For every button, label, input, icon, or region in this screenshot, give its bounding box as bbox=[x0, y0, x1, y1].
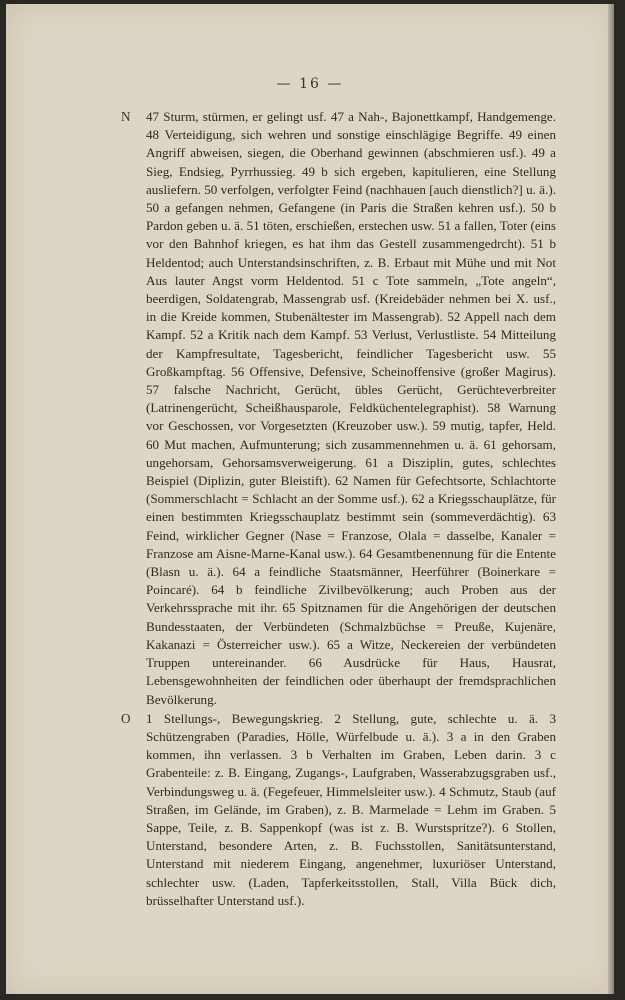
section-letter: N bbox=[121, 109, 131, 124]
page-body bbox=[121, 108, 556, 911]
section-letter: O bbox=[121, 710, 131, 726]
book-page bbox=[6, 4, 614, 994]
page-number: — 16 — bbox=[276, 76, 344, 92]
page-edge bbox=[608, 4, 614, 994]
section-n bbox=[121, 108, 556, 709]
section-o bbox=[121, 710, 556, 910]
section-text: 1 Stellungs-, Bewegungskrieg. 2 Stellung, gute, schlechte u. ä. 3 Schützengraben (Paradies, Hölle, Würfelbude u. ä.). 3 a in den Graben kommen, ihn verlassen. 3 b Verhalten im Graben, Leben darin. 3 c Grabenteile: z. B. Eingang, Zugangs-, Laufgraben, Wasserabzugsgraben usf., Verbindungsweg u. ä. (Fegefeuer, Himmelsleiter usw.). 4 Schmutz, Staub (auf Straßen, im Gelände, im Graben), z. B. Marmelade = Lehm im Graben. 5 Sappe, Teile, z. B. Sappenkopf (was ist z. B. Wurstspritze?). 6 Stollen, Unterstand, besondere Arten, z. B. Fuchsstollen, Sanitätsunterstand, Unterstand mit niederem Eingang, angenehmer, luxuriöser Unterstand, schlechter usw. (Laden, Tapferkeitsstollen, Stall, Villa Bück dich, brüsselhafter Unterstand usf.). bbox=[146, 710, 556, 908]
section-text: 47 Sturm, stürmen, er gelingt usf. 47 a Nah-, Bajonettkampf, Handgemenge. 48 Verteidigung, sich wehren und sonstige einschlägige Begriffe. 49 einen Angriff abweisen, siegen, die Oberhand gewinnen (abschmieren usf.). 49 a Sieg, Endsieg, Pyrrhussieg. 49 b sich ergeben, kapitulieren, eine Stellung ausliefern. 50 verfolgen, verfolgter Feind (nachhauen [auch dienstlich?] u. ä.). 50 a gefangen nehmen, Gefangene (in Paris die Straßen kehren usf.). 50 b Pardon geben u. ä. 51 töten, erschießen, erstechen usw. 51 a fallen, Toter (eins vor den Bahnhof kriegen, es hat ihm das Gestell zusammengedrcht). 51 b Heldentod; auch Unterstandsinschriften, z. B. Erbaut mit Mühe und mit Not Aus lauter Angst vorm Heldentod. 51 c Tote sammeln, „Tote angeln“, beerdigen, Soldatengrab, Massengrab usf. (Kreidebäder nehmen bei X. usf., in die Kreide kommen, Stubenältester im Massengrab). 52 Appell nach dem Kampf. 52 a Kritik nach dem Kampf. 53 Verlust, Verlustliste. 54 Mitteilung der Kampfresultate, Tagesbericht, feindlicher Tagesbericht usw. 55 Großkampftag. 56 Offensive, Defensive, Scheinoffensive (großer Magirus). 57 falsche Nachricht, Gerücht, übles Gerücht, Gerüchteverbreiter (Latrinengerücht, Scheißhausparole, Feldküchentelegraphist). 58 Warnung vor Geschossen, vor Vorgesetzten (Kreuzober usw.). 59 mutig, tapfer, Held. 60 Mut machen, Aufmunterung; sich zusammennehmen u. ä. 61 gehorsam, ungehorsam, Gehorsamsverweigerung. 61 a Disziplin, gutes, schlechtes Beispiel (Diplizin, guter Bleistift). 62 Namen für Gefechtsorte, Schlachtorte (Sommerschlacht = Schlacht an der Somme usf.). 62 a Kriegsschauplätze, für einen bestimmten Kriegsschauplatz bestimmt sein (sommeverdächtig). 63 Feind, wirklicher Gegner (Nase = Franzose, Olala = dasselbe, Kanaler = Franzose am Aisne-Marne-Kanal usw.). 64 Gesamtbenennung für die Entente (Blasn u. ä.). 64 a feindliche Staatsmänner, Heerführer (Boinerkare = Poincaré). 64 b feindliche Zivilbevölkerung; auch Proben aus der Verkehrssprache mit ihr. 65 Spitznamen für die Angehörigen der deutschen Bundesstaaten, der Verbündeten (Schmalzbüchse = Preuße, Kujenäre, Kakanazi = Österreicher usw.). 65 a Witze, Neckereien der verbündeten Truppen untereinander. 66 Ausdrücke für Haus, Hausrat, Lebensgewohnheiten der feindlichen oder überhaupt der fremdsprachlichen Bevölkerung. bbox=[146, 109, 556, 707]
